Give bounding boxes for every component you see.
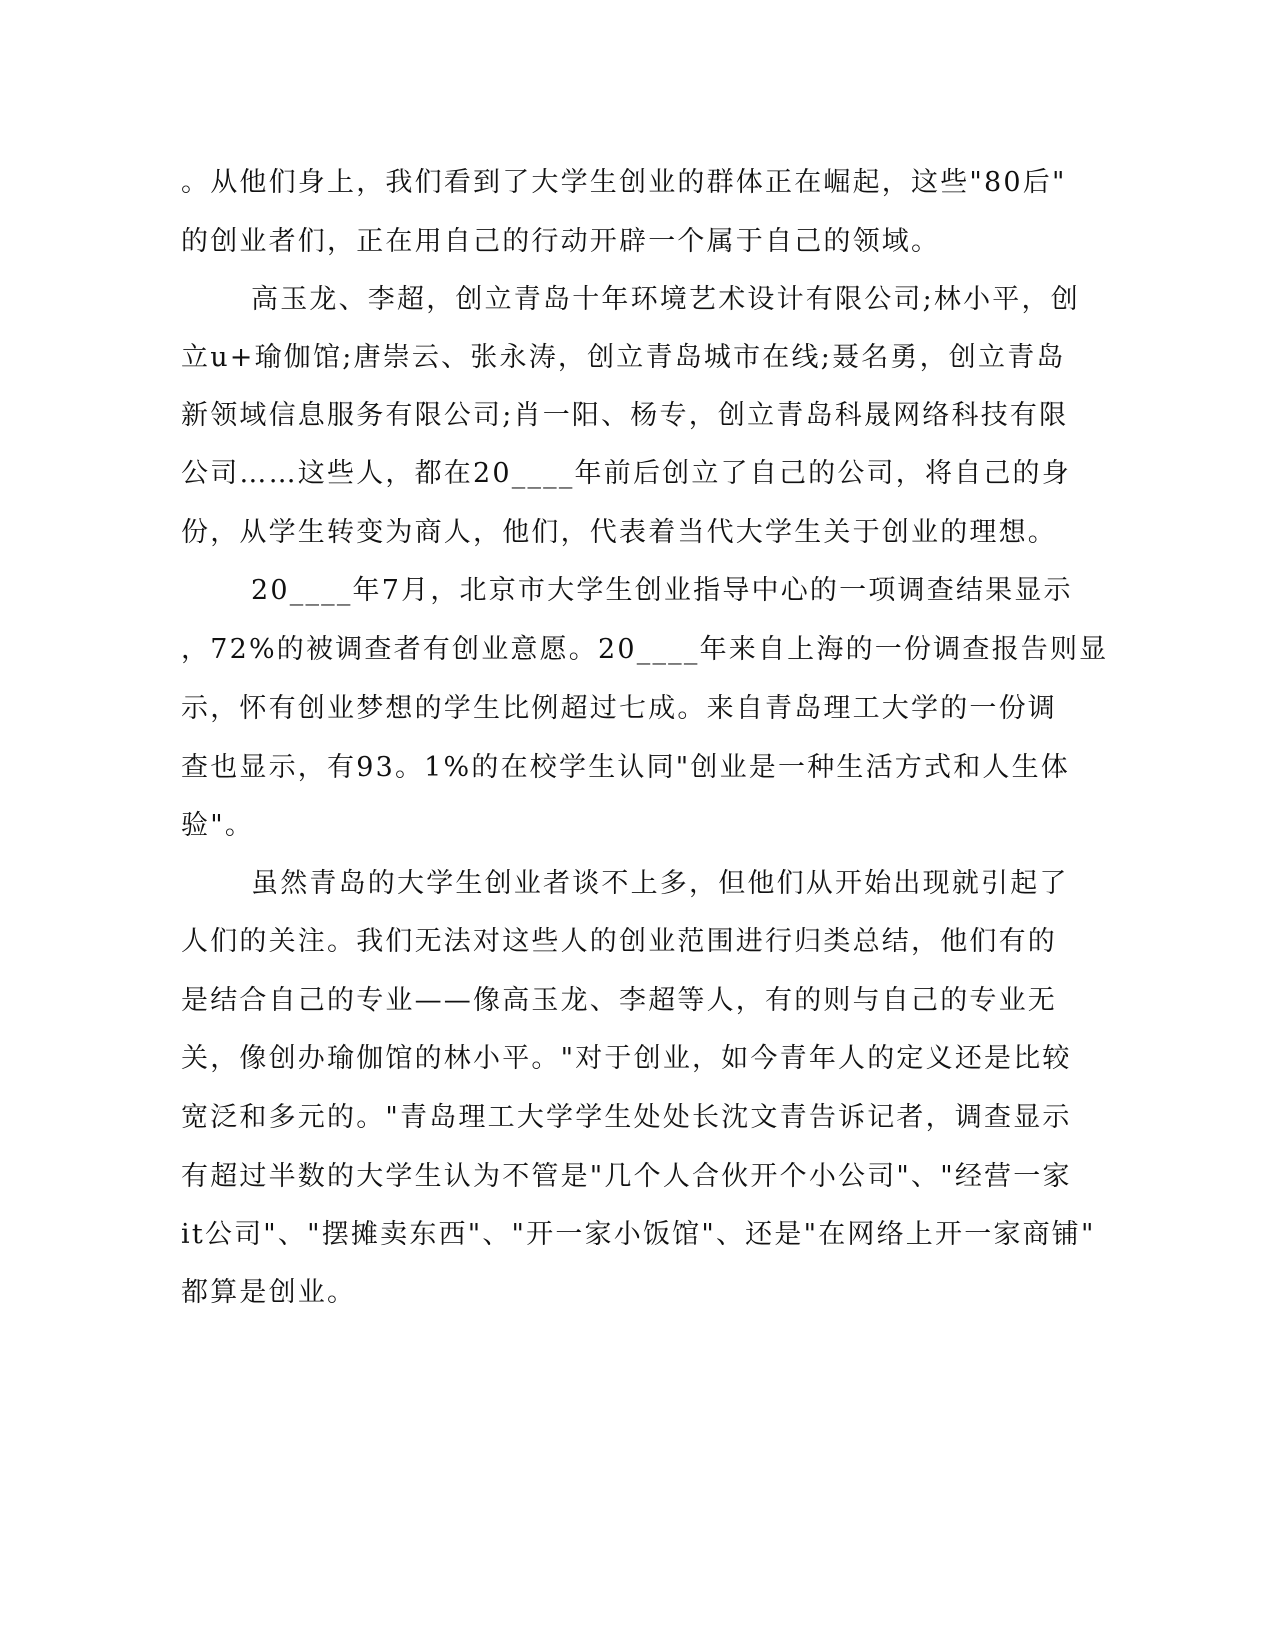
text-line: 是结合自己的专业——像高玉龙、李超等人，有的则与自己的专业无 — [181, 985, 1057, 1016]
text-line: 有超过半数的大学生认为不管是"几个人合伙开个小公司"、"经营一家 — [181, 1161, 1072, 1192]
text-line: 新领域信息服务有限公司;肖一阳、杨专，创立青岛科晟网络科技有限 — [181, 400, 1069, 431]
paragraph-first-line: 虽然青岛的大学生创业者谈不上多，但他们从开始出现就引起了 — [251, 868, 1069, 899]
text-line: 人们的关注。我们无法对这些人的创业范围进行归类总结，他们有的 — [181, 926, 1057, 957]
text-line: 份，从学生转变为商人，他们，代表着当代大学生关于创业的理想。 — [181, 517, 1057, 548]
text-line: 查也显示，有93。1%的在校学生认同"创业是一种生活方式和人生体 — [181, 752, 1071, 783]
text-line: 验"。 — [181, 810, 255, 841]
text-line: 关，像创办瑜伽馆的林小平。"对于创业，如今青年人的定义还是比较 — [181, 1043, 1072, 1074]
paragraph-first-line: 20____年7月，北京市大学生创业指导中心的一项调查结果显示 — [251, 575, 1073, 606]
text-line: 示，怀有创业梦想的学生比例超过七成。来自青岛理工大学的一份调 — [181, 693, 1057, 724]
text-line: 公司……这些人，都在20____年前后创立了自己的公司，将自己的身 — [181, 458, 1071, 489]
text-line: 宽泛和多元的。"青岛理工大学学生处处长沈文青告诉记者，调查显示 — [181, 1102, 1072, 1133]
text-line: 。从他们身上，我们看到了大学生创业的群体正在崛起，这些"80后" — [181, 167, 1067, 198]
text-line: 的创业者们，正在用自己的行动开辟一个属于自己的领域。 — [181, 226, 941, 257]
paragraph-first-line: 高玉龙、李超，创立青岛十年环境艺术设计有限公司;林小平，创 — [251, 284, 1080, 315]
text-line: 都算是创业。 — [181, 1277, 357, 1308]
text-line: it公司"、"摆摊卖东西"、"开一家小饭馆"、还是"在网络上开一家商铺" — [181, 1219, 1096, 1250]
text-line: 立u+瑜伽馆;唐崇云、张永涛，创立青岛城市在线;聂名勇，创立青岛 — [181, 342, 1066, 373]
text-line: ，72%的被调查者有创业意愿。20____年来自上海的一份调查报告则显 — [181, 634, 1109, 665]
